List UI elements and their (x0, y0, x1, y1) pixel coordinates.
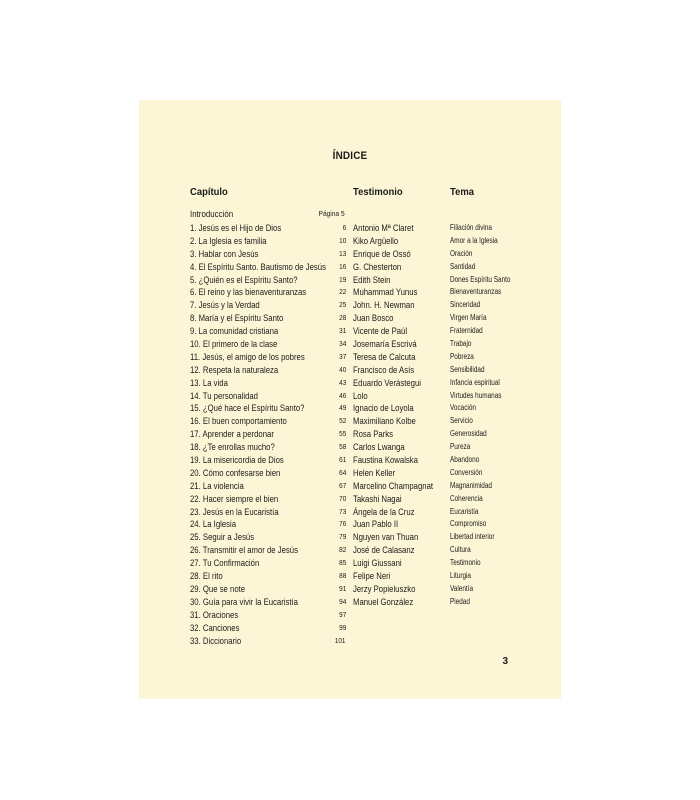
witness-name: Takashi Nagai (353, 493, 402, 504)
table-row (139, 299, 561, 312)
chapter-page: 88 (338, 571, 346, 581)
chapter-title: 30. Guía para vivir la Eucaristía (190, 596, 298, 607)
theme-name: Sinceridad (450, 300, 481, 310)
chapter-title: 16. El buen comportamiento (190, 416, 287, 427)
chapter-page: 64 (338, 467, 346, 477)
chapter-page: 13 (338, 248, 346, 258)
page-number: 3 (502, 656, 508, 667)
witness-name: Luigi Giussani (353, 558, 402, 569)
chapter-page: 70 (338, 493, 346, 503)
table-row (139, 390, 561, 403)
table-row (139, 274, 561, 287)
chapter-page: 37 (338, 351, 346, 361)
theme-name: Magnanimidad (450, 480, 492, 490)
table-row (139, 622, 561, 635)
theme-name: Libertad interior (450, 532, 495, 542)
theme-name: Testimonio (450, 558, 481, 568)
table-row (139, 557, 561, 570)
theme-name: Dones Espíritu Santo (450, 274, 511, 284)
book-page (139, 100, 561, 699)
witness-name: Ángela de la Cruz (353, 506, 415, 517)
chapter-title: 21. La violencia (190, 480, 244, 491)
chapter-page: 55 (338, 429, 346, 439)
chapter-title: 2. La Iglesia es familia (190, 235, 267, 246)
table-row (139, 325, 561, 338)
chapter-page: 58 (338, 442, 346, 452)
table-row (139, 467, 561, 480)
chapter-title: 25. Seguir a Jesús (190, 532, 255, 543)
chapter-page: 97 (338, 609, 346, 619)
index-title: ÍNDICE (332, 150, 368, 162)
witness-name: Carlos Lwanga (353, 442, 405, 453)
theme-name: Abandono (450, 455, 480, 465)
witness-name: Ignacio de Loyola (353, 403, 414, 414)
table-row (139, 312, 561, 325)
table-row (139, 609, 561, 622)
chapter-page: 43 (338, 377, 346, 387)
table-row (139, 261, 561, 274)
witness-name: Felipe Neri (353, 571, 391, 582)
chapter-title: 14. Tu personalidad (190, 390, 258, 401)
chapter-page: 46 (338, 390, 346, 400)
theme-name: Pobreza (450, 351, 474, 361)
index-table (139, 222, 561, 647)
witness-name: José de Calasanz (353, 545, 415, 556)
chapter-page: 28 (338, 313, 346, 323)
chapter-page: 49 (338, 403, 346, 413)
chapter-page: 79 (338, 532, 346, 542)
header-chapter: Capítulo (190, 186, 228, 198)
table-row (139, 570, 561, 583)
witness-name: Edith Stein (353, 274, 391, 285)
table-row (139, 377, 561, 390)
chapter-title: 20. Cómo confesarse bien (190, 467, 281, 478)
chapter-title: 28. El rito (190, 571, 223, 582)
theme-name: Virgen María (450, 313, 487, 323)
intro-row (190, 209, 345, 221)
theme-name: Compromiso (450, 519, 487, 529)
witness-name: Juan Bosco (353, 313, 394, 324)
witness-name: Juan Pablo II (353, 519, 399, 530)
chapter-page: 61 (338, 455, 346, 465)
chapter-page: 31 (338, 326, 346, 336)
theme-name: Amor a la Iglesia (450, 235, 498, 245)
theme-name: Sensibilidad (450, 364, 485, 374)
chapter-title: 11. Jesús, el amigo de los pobres (190, 351, 305, 362)
theme-name: Piedad (450, 596, 470, 606)
chapter-title: 26. Transmitir el amor de Jesús (190, 545, 298, 556)
table-row (139, 596, 561, 609)
header-witness: Testimonio (353, 186, 403, 198)
theme-name: Vocación (450, 403, 476, 413)
table-row (139, 635, 561, 648)
table-row (139, 518, 561, 531)
chapter-title: 8. María y el Espíritu Santo (190, 313, 284, 324)
chapter-page: 99 (338, 622, 346, 632)
chapter-page: 52 (338, 416, 346, 426)
witness-name: Josemaría Escrivá (353, 339, 417, 350)
theme-name: Virtudes humanas (450, 390, 502, 400)
theme-name: Santidad (450, 261, 476, 271)
theme-name: Oración (450, 248, 473, 258)
table-row (139, 286, 561, 299)
theme-name: Coherencia (450, 493, 483, 503)
chapter-title: 12. Respeta la naturaleza (190, 364, 279, 375)
chapter-page: 101 (335, 635, 346, 645)
chapter-title: 3. Hablar con Jesús (190, 248, 259, 259)
table-row (139, 531, 561, 544)
chapter-title: 13. La vida (190, 377, 228, 388)
table-row (139, 493, 561, 506)
chapter-title: 4. El Espíritu Santo. Bautismo de Jesús (190, 261, 326, 272)
witness-name: Enrique de Ossó (353, 248, 411, 259)
chapter-title: 24. La Iglesia (190, 519, 237, 530)
chapter-title: 9. La comunidad cristiana (190, 326, 279, 337)
table-row (139, 235, 561, 248)
theme-name: Servicio (450, 416, 473, 426)
theme-name: Trabajo (450, 339, 472, 349)
theme-name: Valentía (450, 583, 474, 593)
chapter-page: 91 (338, 583, 346, 593)
chapter-title: 6. El reino y las bienaventuranzas (190, 287, 307, 298)
witness-name: Maximiliano Kolbe (353, 416, 416, 427)
chapter-page: 76 (338, 519, 346, 529)
chapter-title: 15. ¿Qué hace el Espíritu Santo? (190, 403, 305, 414)
theme-name: Pureza (450, 442, 471, 452)
theme-name: Bienaventuranzas (450, 287, 502, 297)
theme-name: Eucaristía (450, 506, 479, 516)
table-row (139, 583, 561, 596)
chapter-title: 10. El primero de la clase (190, 339, 278, 350)
chapter-title: 27. Tu Confirmación (190, 558, 260, 569)
chapter-page: 40 (338, 364, 346, 374)
table-row (139, 248, 561, 261)
table-row (139, 364, 561, 377)
table-row (139, 402, 561, 415)
theme-name: Cultura (450, 545, 471, 555)
table-row (139, 454, 561, 467)
table-row (139, 415, 561, 428)
theme-name: Liturgia (450, 571, 471, 581)
chapter-page: 10 (338, 235, 346, 245)
table-row (139, 428, 561, 441)
theme-name: Fraternidad (450, 326, 483, 336)
witness-name: John. H. Newman (353, 300, 415, 311)
witness-name: Eduardo Verástegui (353, 377, 421, 388)
theme-name: Filiación divina (450, 223, 492, 232)
chapter-page: 25 (338, 300, 346, 310)
witness-name: Kiko Argüello (353, 235, 399, 246)
table-row (139, 338, 561, 351)
chapter-page: 34 (338, 339, 346, 349)
chapter-title: 1. Jesús es el Hijo de Dios (190, 223, 282, 233)
chapter-title: 29. Que se note (190, 583, 246, 594)
table-row (139, 351, 561, 364)
witness-name: Lolo (353, 390, 368, 401)
intro-page: Página 5 (318, 209, 345, 218)
witness-name: Teresa de Calcuta (353, 351, 416, 362)
chapter-page: 67 (338, 480, 346, 490)
table-row (139, 506, 561, 519)
chapter-title: 19. La misericordia de Dios (190, 455, 284, 466)
chapter-title: 32. Canciones (190, 622, 240, 633)
chapter-page: 82 (338, 545, 346, 555)
chapter-page: 73 (338, 506, 346, 516)
intro-label: Introducción (190, 209, 234, 219)
chapter-page: 19 (338, 274, 346, 284)
chapter-page: 6 (342, 223, 346, 232)
witness-name: Antonio Mª Claret (353, 223, 414, 233)
chapter-title: 7. Jesús y la Verdad (190, 300, 260, 311)
witness-name: Rosa Parks (353, 429, 394, 440)
witness-name: G. Chesterton (353, 261, 402, 272)
chapter-title: 22. Hacer siempre el bien (190, 493, 279, 504)
theme-name: Conversión (450, 467, 483, 477)
chapter-title: 23. Jesús en la Eucaristía (190, 506, 279, 517)
witness-name: Vicente de Paúl (353, 326, 408, 337)
chapter-page: 85 (338, 558, 346, 568)
witness-name: Faustina Kowalska (353, 455, 418, 466)
witness-name: Marcelino Champagnat (353, 480, 434, 491)
table-row (139, 222, 561, 235)
theme-name: Infancia espiritual (450, 377, 500, 387)
chapter-page: 16 (338, 261, 346, 271)
witness-name: Manuel González (353, 596, 414, 607)
chapter-title: 5. ¿Quién es el Espíritu Santo? (190, 274, 298, 285)
witness-name: Helen Keller (353, 467, 396, 478)
chapter-title: 18. ¿Te enrollas mucho? (190, 442, 275, 453)
chapter-title: 17. Aprender a perdonar (190, 429, 274, 440)
witness-name: Nguyen van Thuan (353, 532, 419, 543)
chapter-title: 33. Diccionario (190, 635, 242, 646)
chapter-title: 31. Oraciones (190, 609, 239, 620)
theme-name: Generosidad (450, 429, 487, 439)
table-row (139, 441, 561, 454)
witness-name: Francisco de Asís (353, 364, 415, 375)
chapter-page: 94 (338, 596, 346, 606)
witness-name: Jerzy Popieluszko (353, 583, 416, 594)
witness-name: Muhammad Yunus (353, 287, 418, 298)
table-row (139, 544, 561, 557)
table-row (139, 480, 561, 493)
chapter-page: 22 (338, 287, 346, 297)
header-theme: Tema (450, 186, 474, 198)
